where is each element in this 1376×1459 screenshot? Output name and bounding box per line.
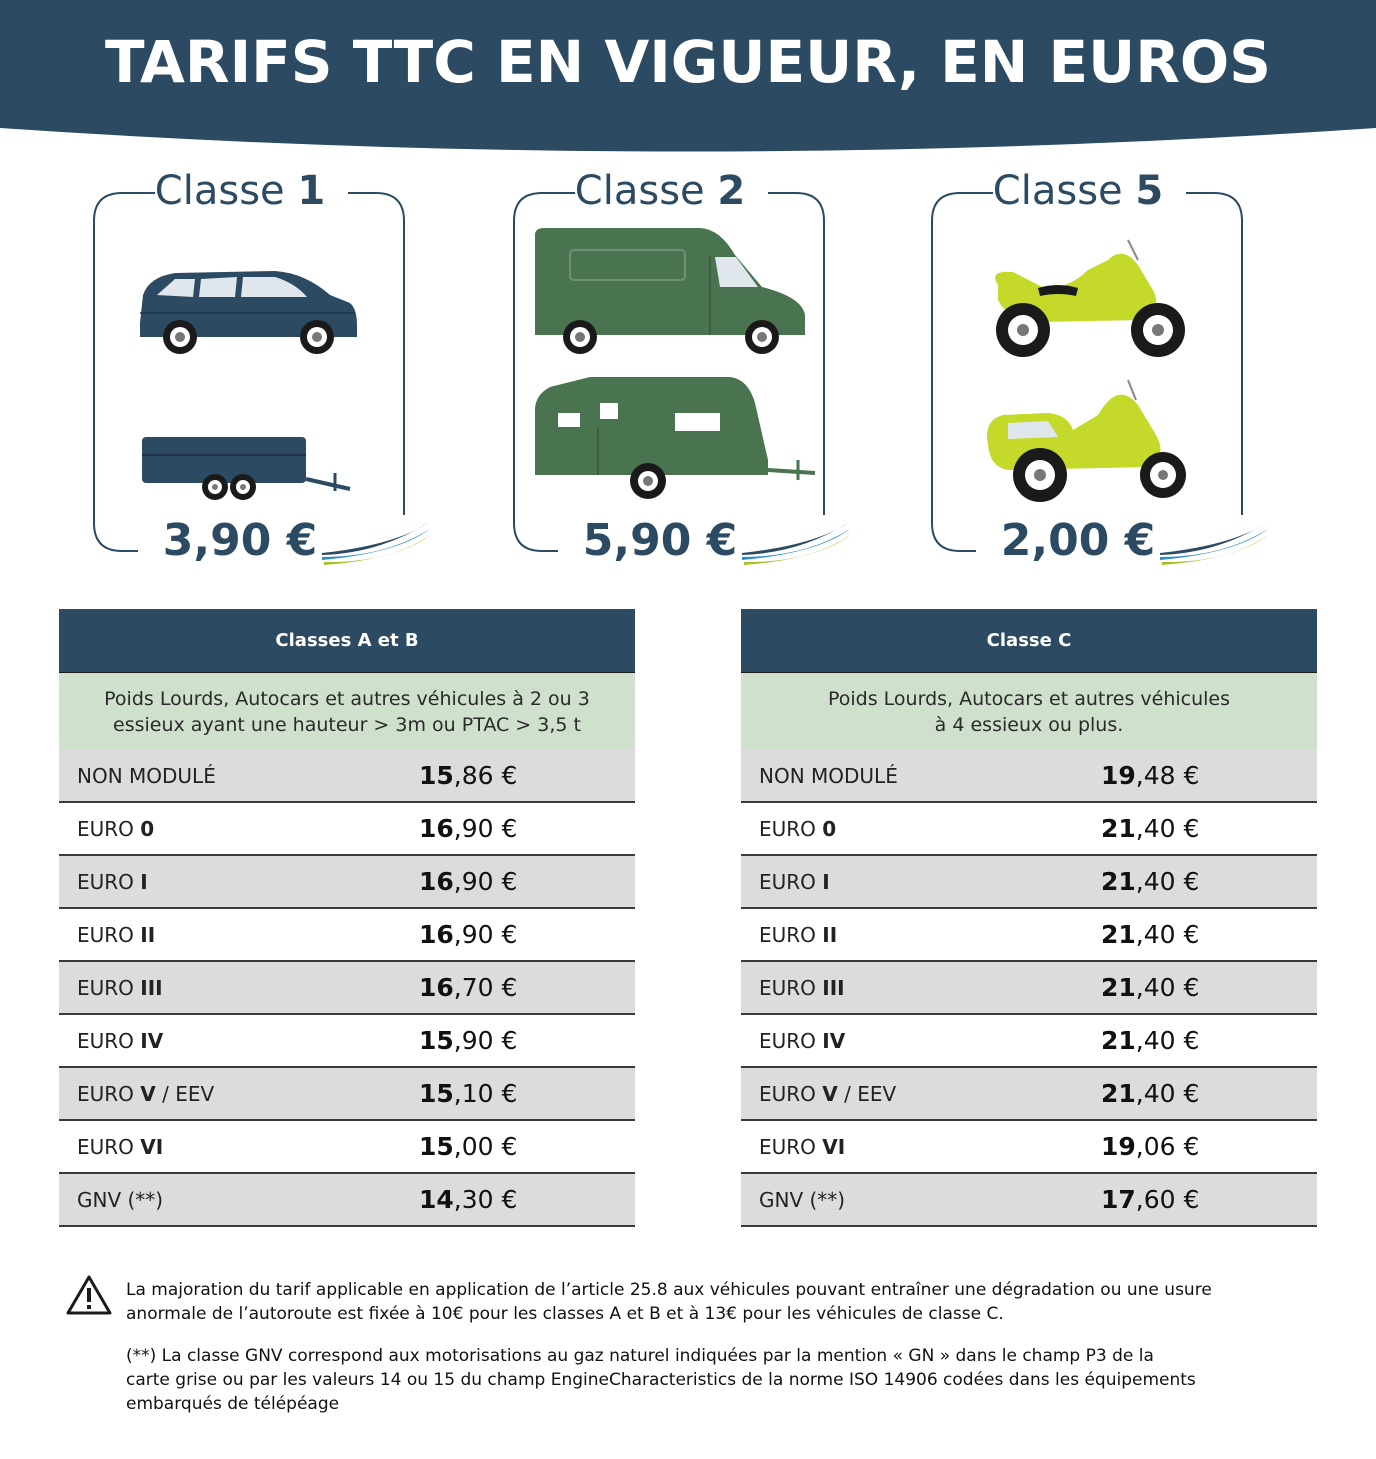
- table-row: [59, 1015, 635, 1068]
- price-int: 17: [1101, 1185, 1136, 1214]
- class-label: Classe: [154, 168, 285, 214]
- price-int: 15: [419, 1079, 454, 1108]
- table-row: [741, 750, 1317, 803]
- motorcycle-icon: [978, 230, 1198, 360]
- row-price: [419, 920, 517, 949]
- row-price: [419, 1132, 517, 1161]
- label-bold: 0: [140, 816, 155, 841]
- note-line: anormale de l’autoroute est fixée à 10€ pour les classes A et B et à 13€ pour les véhicules de classe C.: [126, 1304, 1004, 1324]
- class-price: 2,00 €: [1000, 515, 1156, 566]
- row-label: [741, 1135, 1101, 1159]
- label-text: GNV (**): [77, 1187, 164, 1212]
- row-label: [59, 870, 419, 894]
- row-price: [419, 867, 517, 896]
- price-dec: ,60 €: [1135, 1185, 1200, 1214]
- table-header: Classes A et B: [59, 609, 635, 672]
- price-int: 16: [419, 920, 454, 949]
- label-bold: VI: [140, 1134, 164, 1159]
- row-label: [741, 1188, 1101, 1212]
- price-dec: ,10 €: [453, 1079, 518, 1108]
- price-int: 15: [419, 1132, 454, 1161]
- note-majoration: [126, 1278, 1326, 1326]
- table-classes-a-b: [59, 609, 635, 1227]
- row-price: [419, 814, 517, 843]
- table-row: [741, 909, 1317, 962]
- price-int: 16: [419, 973, 454, 1002]
- row-price: [419, 1026, 517, 1055]
- label-bold: 0: [822, 816, 837, 841]
- table-row: [741, 803, 1317, 856]
- row-price: [1101, 920, 1199, 949]
- price-int: 19: [1101, 1132, 1136, 1161]
- label-bold: V: [140, 1081, 156, 1106]
- row-label: [741, 923, 1101, 947]
- brand-swoosh-icon: [740, 515, 855, 565]
- label-text: NON MODULÉ: [77, 763, 216, 788]
- label-bold: III: [140, 975, 163, 1000]
- price-dec: ,90 €: [453, 1026, 518, 1055]
- car-icon: [135, 265, 360, 355]
- label-text: NON MODULÉ: [759, 763, 898, 788]
- label-suffix: / EEV: [155, 1081, 215, 1106]
- label-text: EURO: [77, 922, 141, 947]
- label-bold: III: [822, 975, 845, 1000]
- table-description: [59, 672, 635, 750]
- row-label: [59, 1082, 419, 1106]
- table-description: [741, 672, 1317, 750]
- description-line: essieux ayant une hauteur > 3m ou PTAC > 3,5 t: [113, 713, 581, 736]
- class-title: [500, 168, 820, 214]
- class-number: 5: [1135, 168, 1164, 214]
- row-label: [741, 764, 1101, 788]
- row-price: [1101, 973, 1199, 1002]
- row-price: [419, 973, 517, 1002]
- row-label: [59, 1135, 419, 1159]
- header-banner: [0, 0, 1376, 160]
- row-label: [59, 923, 419, 947]
- table-row: [741, 1015, 1317, 1068]
- label-text: EURO: [77, 1081, 141, 1106]
- row-price: [1101, 1132, 1199, 1161]
- table-header: Classe C: [741, 609, 1317, 672]
- table-row: [59, 909, 635, 962]
- row-price: [419, 1185, 517, 1214]
- table-row: [59, 856, 635, 909]
- price-int: 15: [419, 1026, 454, 1055]
- label-text: EURO: [759, 922, 823, 947]
- price-dec: ,40 €: [1135, 867, 1200, 896]
- table-row: [741, 1121, 1317, 1174]
- class-card-2: [500, 160, 860, 580]
- price-dec: ,90 €: [453, 867, 518, 896]
- class-label: Classe: [992, 168, 1123, 214]
- label-bold: IV: [140, 1028, 164, 1053]
- price-int: 15: [419, 761, 454, 790]
- label-suffix: / EEV: [837, 1081, 897, 1106]
- row-label: [59, 764, 419, 788]
- table-row: [741, 1174, 1317, 1227]
- description-line: Poids Lourds, Autocars et autres véhicules à 2 ou 3: [104, 687, 590, 710]
- price-dec: ,86 €: [453, 761, 518, 790]
- price-dec: ,48 €: [1135, 761, 1200, 790]
- table-row: [741, 962, 1317, 1015]
- price-dec: ,90 €: [453, 920, 518, 949]
- label-text: EURO: [77, 1028, 141, 1053]
- label-bold: II: [140, 922, 156, 947]
- price-int: 21: [1101, 973, 1136, 1002]
- price-int: 19: [1101, 761, 1136, 790]
- price-int: 21: [1101, 1026, 1136, 1055]
- description-line: Poids Lourds, Autocars et autres véhicules: [827, 687, 1230, 710]
- brand-swoosh-icon: [1158, 515, 1273, 565]
- label-bold: IV: [822, 1028, 846, 1053]
- price-int: 21: [1101, 1079, 1136, 1108]
- row-label: [741, 1029, 1101, 1053]
- note-gnv: [126, 1344, 1326, 1416]
- table-row: [59, 962, 635, 1015]
- row-price: [419, 761, 517, 790]
- table-row: [59, 1174, 635, 1227]
- label-text: EURO: [759, 816, 823, 841]
- trailer-icon: [140, 435, 360, 505]
- note-line: (**) La classe GNV correspond aux motorisations au gaz naturel indiquées par la mention « GN » dans le champ P3 de la: [126, 1346, 1154, 1366]
- row-label: [59, 976, 419, 1000]
- label-text: EURO: [77, 1134, 141, 1159]
- label-bold: I: [822, 869, 830, 894]
- brand-swoosh-icon: [320, 515, 435, 565]
- price-int: 21: [1101, 867, 1136, 896]
- price-dec: ,90 €: [453, 814, 518, 843]
- label-text: EURO: [759, 869, 823, 894]
- row-price: [1101, 761, 1199, 790]
- class-title: [918, 168, 1238, 214]
- row-label: [741, 976, 1101, 1000]
- sidecar-icon: [978, 375, 1198, 505]
- class-number: 2: [717, 168, 746, 214]
- label-bold: II: [822, 922, 838, 947]
- label-text: EURO: [77, 975, 141, 1000]
- price-dec: ,70 €: [453, 973, 518, 1002]
- price-int: 14: [419, 1185, 454, 1214]
- class-card-5: [918, 160, 1278, 580]
- price-dec: ,40 €: [1135, 973, 1200, 1002]
- row-label: [741, 817, 1101, 841]
- row-price: [1101, 1026, 1199, 1055]
- note-line: embarqués de télépéage: [126, 1394, 340, 1414]
- price-dec: ,40 €: [1135, 814, 1200, 843]
- class-number: 1: [297, 168, 326, 214]
- price-dec: ,40 €: [1135, 1079, 1200, 1108]
- caravan-icon: [530, 375, 820, 505]
- price-dec: ,30 €: [453, 1185, 518, 1214]
- page-title: TARIFS TTC EN VIGUEUR, EN EUROS: [104, 28, 1271, 96]
- row-price: [1101, 814, 1199, 843]
- row-label: [741, 870, 1101, 894]
- row-label: [741, 1082, 1101, 1106]
- label-text: EURO: [759, 1028, 823, 1053]
- price-int: 16: [419, 867, 454, 896]
- label-bold: VI: [822, 1134, 846, 1159]
- label-bold: I: [140, 869, 148, 894]
- label-bold: V: [822, 1081, 838, 1106]
- warning-icon: [66, 1274, 112, 1316]
- table-row: [741, 1068, 1317, 1121]
- row-label: [59, 1188, 419, 1212]
- price-dec: ,00 €: [453, 1132, 518, 1161]
- label-text: EURO: [759, 1081, 823, 1106]
- row-price: [1101, 1079, 1199, 1108]
- table-row: [59, 750, 635, 803]
- description-line: à 4 essieux ou plus.: [934, 713, 1124, 736]
- note-line: La majoration du tarif applicable en application de l’article 25.8 aux véhicules pouvant entraîner une dégradation ou une usure: [126, 1280, 1212, 1300]
- van-icon: [530, 225, 810, 355]
- price-dec: ,40 €: [1135, 1026, 1200, 1055]
- label-text: EURO: [759, 975, 823, 1000]
- row-price: [419, 1079, 517, 1108]
- table-row: [59, 1068, 635, 1121]
- row-label: [59, 817, 419, 841]
- label-text: EURO: [77, 816, 141, 841]
- label-text: EURO: [759, 1134, 823, 1159]
- row-label: [59, 1029, 419, 1053]
- table-row: [59, 803, 635, 856]
- label-text: GNV (**): [759, 1187, 846, 1212]
- price-int: 21: [1101, 814, 1136, 843]
- table-row: [59, 1121, 635, 1174]
- class-label: Classe: [574, 168, 705, 214]
- price-dec: ,06 €: [1135, 1132, 1200, 1161]
- price-int: 16: [419, 814, 454, 843]
- class-title: [80, 168, 400, 214]
- table-class-c: [741, 609, 1317, 1227]
- row-price: [1101, 1185, 1199, 1214]
- class-price: 5,90 €: [582, 515, 738, 566]
- label-text: EURO: [77, 869, 141, 894]
- class-price: 3,90 €: [162, 515, 318, 566]
- price-int: 21: [1101, 920, 1136, 949]
- class-card-1: [80, 160, 440, 580]
- note-line: carte grise ou par les valeurs 14 ou 15 du champ EngineCharacteristics de la norme ISO 14906 codées dans les équipements: [126, 1370, 1196, 1390]
- price-dec: ,40 €: [1135, 920, 1200, 949]
- table-row: [741, 856, 1317, 909]
- row-price: [1101, 867, 1199, 896]
